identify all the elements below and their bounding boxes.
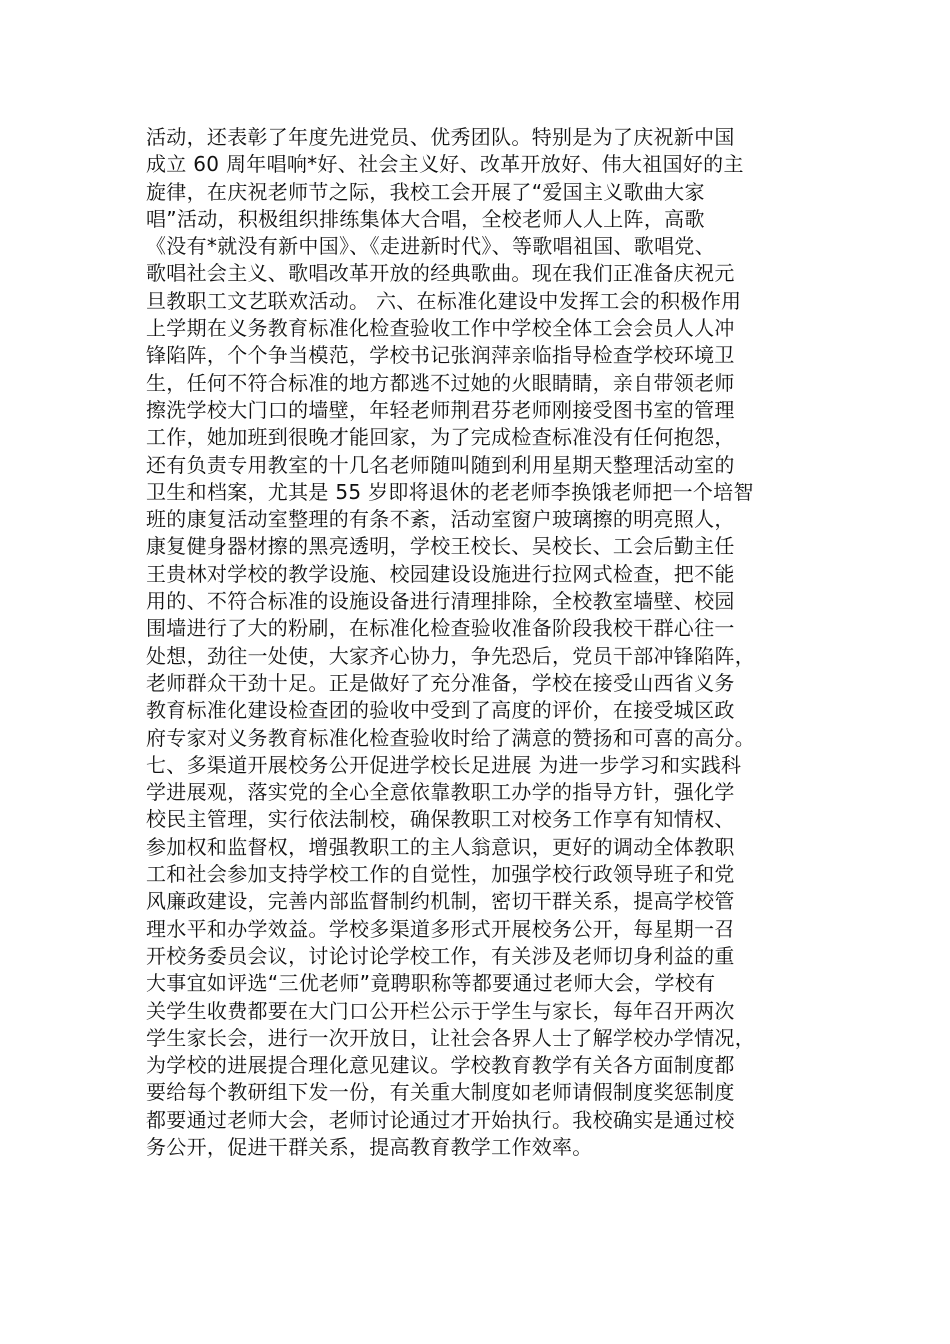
- text-line: 教育标准化建设检查团的验收中受到了高度的评价，在接受城区政: [146, 698, 735, 723]
- text-line: 务公开，促进干群关系，提高教育教学工作效率。: [146, 1134, 593, 1159]
- text-line: 学生家长会，进行一次开放日，让社会各界人士了解学校办学情况，: [146, 1025, 755, 1050]
- body-paragraph: [146, 124, 816, 1161]
- text-line: 处想，劲往一处使，大家齐心协力，争先恐后，党员干部冲锋陷阵，: [146, 643, 755, 668]
- text-line: 《没有*就没有新中国》、《走进新时代》、等歌唱祖国、歌唱党、: [146, 234, 715, 259]
- text-line: 旦教职工文艺联欢活动。 六、在标准化建设中发挥工会的积极作用: [146, 288, 742, 313]
- text-line: 上学期在义务教育标准化检查验收工作中学校全体工会会员人人冲: [146, 316, 735, 341]
- text-line: 开校务委员会议，讨论讨论学校工作，有关涉及老师切身利益的重: [146, 943, 735, 968]
- text-line: 大事宜如评选“三优老师”竟聘职称等都要通过老师大会，学校有: [146, 971, 716, 996]
- text-line: 为学校的进展提合理化意见建议。学校教育教学有关各方面制度都: [146, 1053, 735, 1078]
- text-line: 还有负责专用教室的十几名老师随叫随到利用星期天整理活动室的: [146, 452, 735, 477]
- text-line: 风廉政建设，完善内部监督制约机制，密切干群关系，提高学校管: [146, 889, 735, 914]
- text-line: 生，任何不符合标准的地方都逃不过她的火眼睛睛，亲自带领老师: [146, 370, 735, 395]
- text-line: 七、多渠道开展校务公开促进学校长足进展 为进一步学习和实践科: [146, 752, 742, 777]
- text-line: 用的、不符合标准的设施设备进行清理排除，全校教室墙壁、校园: [146, 589, 735, 614]
- text-line: 歌唱社会主义、歌唱改革开放的经典歌曲。现在我们正准备庆祝元: [146, 261, 735, 286]
- text-line: 学进展观，落实党的全心全意依靠教职工办学的指导方针，强化学: [146, 780, 735, 805]
- text-line: 工和社会参加支持学校工作的自觉性，加强学校行政领导班子和党: [146, 862, 735, 887]
- text-line: 卫生和档案，尤其是 55 岁即将退休的老老师李换饿老师把一个培智: [146, 479, 754, 504]
- text-line: 要给每个教研组下发一份，有关重大制度如老师请假制度奖惩制度: [146, 1080, 735, 1105]
- text-line: 参加权和监督权，增强教职工的主人翁意识，更好的调动全体教职: [146, 834, 735, 859]
- text-line: 成立 60 周年唱响*好、社会主义好、改革开放好、伟大祖国好的主: [146, 152, 744, 177]
- text-line: 理水平和办学效益。学校多渠道多形式开展校务公开，每星期一召: [146, 916, 735, 941]
- text-line: 校民主管理，实行依法制校，确保教职工对校务工作享有知情权、: [146, 807, 735, 832]
- text-line: 锋陷阵，个个争当模范，学校书记张润萍亲临指导检查学校环境卫: [146, 343, 735, 368]
- text-line: 康复健身器材擦的黑亮透明，学校王校长、吴校长、工会后勤主任: [146, 534, 735, 559]
- text-line: 擦洗学校大门口的墙壁，年轻老师荆君芬老师刚接受图书室的管理: [146, 397, 735, 422]
- text-line: 都要通过老师大会，老师讨论通过才开始执行。我校确实是通过校: [146, 1107, 735, 1132]
- text-line: 王贵林对学校的教学设施、校园建设设施进行拉网式检查，把不能: [146, 561, 735, 586]
- text-line: 旋律，在庆祝老师节之际，我校工会开展了“爱国主义歌曲大家: [146, 179, 705, 204]
- text-line: 关学生收费都要在大门口公开栏公示于学生与家长，每年召开两次: [146, 998, 735, 1023]
- text-line: 班的康复活动室整理的有条不紊，活动室窗户玻璃擦的明亮照人，: [146, 507, 735, 532]
- text-line: 活动，还表彰了年度先进党员、优秀团队。特别是为了庆祝新中国: [146, 125, 735, 149]
- text-line: 老师群众干劲十足。正是做好了充分准备，学校在接受山西省义务: [146, 670, 735, 695]
- text-line: 工作，她加班到很晚才能回家，为了完成检查标准没有任何抱怨，: [146, 425, 735, 450]
- text-line: 府专家对义务教育标准化检查验收时给了满意的赞扬和可喜的高分。: [146, 725, 755, 750]
- text-line: 围墙进行了大的粉刷，在标准化检查验收准备阶段我校干群心往一: [146, 616, 735, 641]
- text-line: 唱”活动，积极组织排练集体大合唱，全校老师人人上阵，高歌: [146, 206, 705, 231]
